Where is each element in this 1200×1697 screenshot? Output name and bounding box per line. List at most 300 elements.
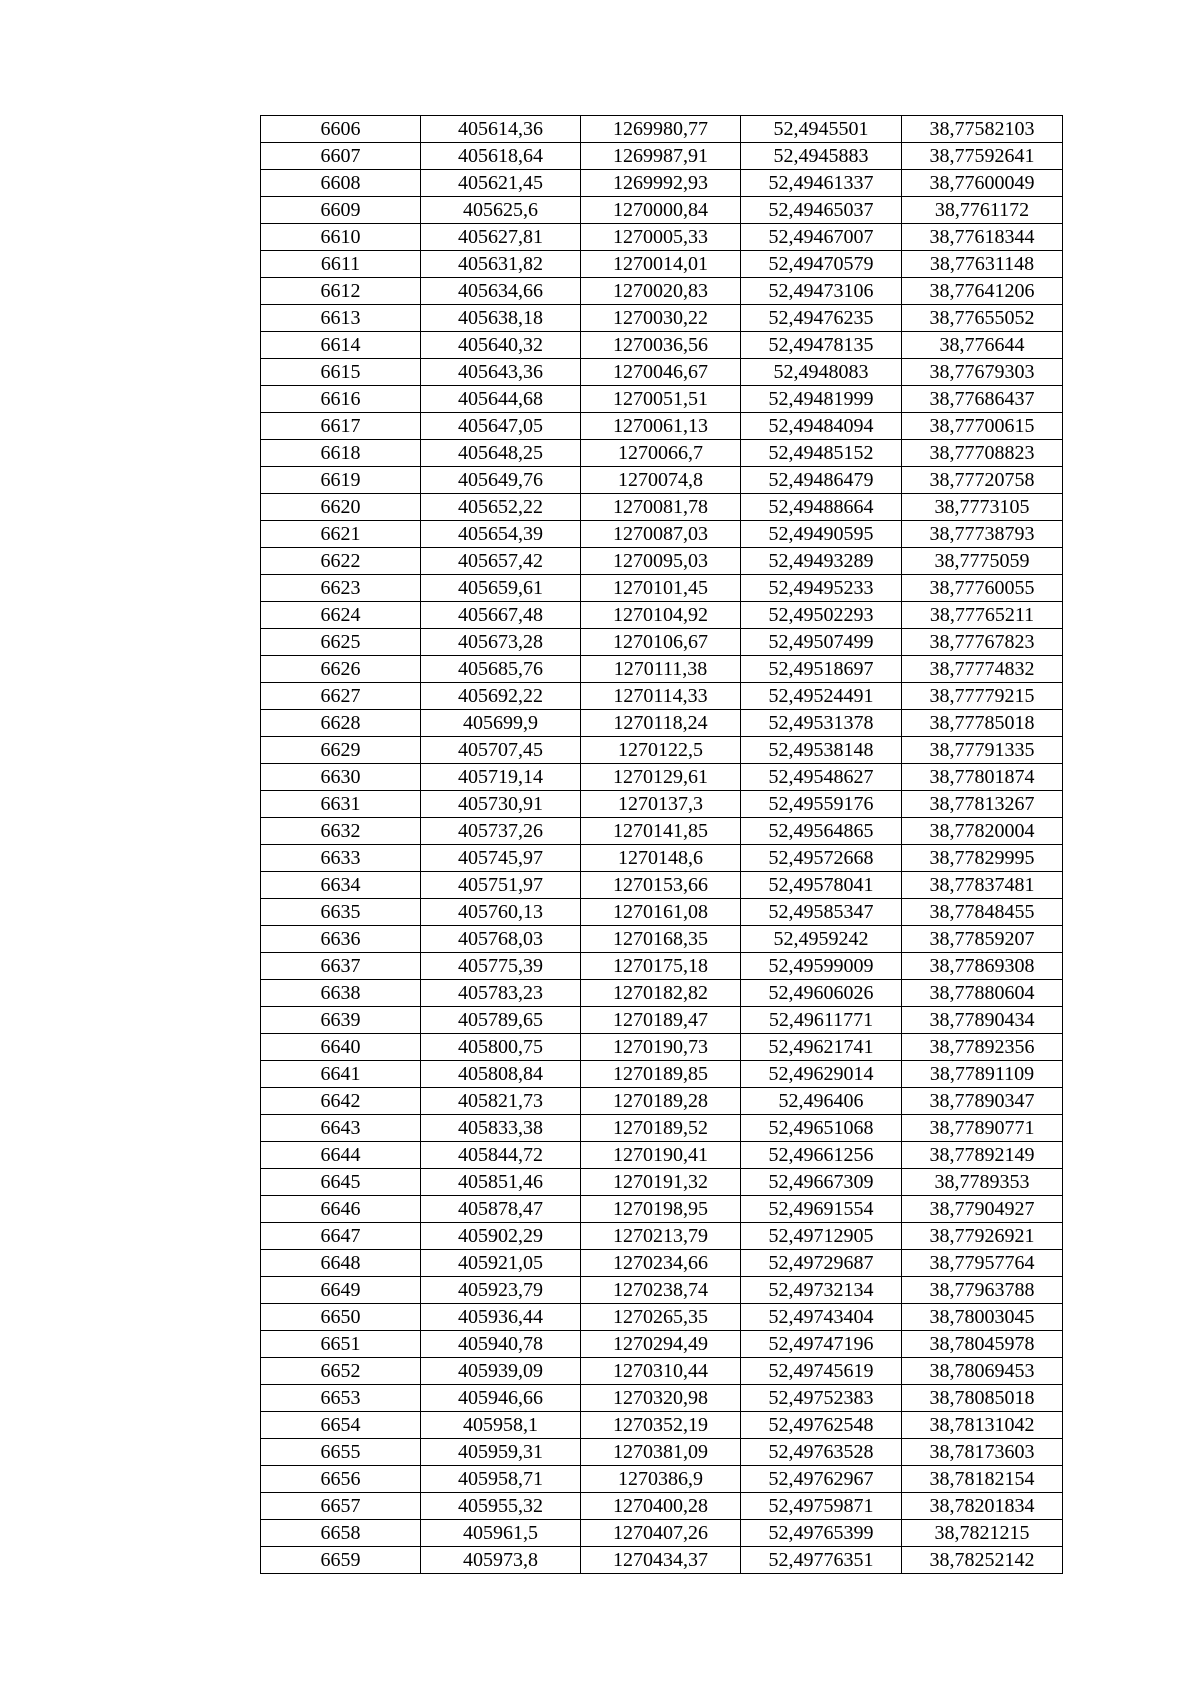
point-number-cell: 6625: [261, 629, 421, 656]
table-row: [261, 494, 1063, 521]
y-coordinate-cell: 1270051,51: [581, 386, 741, 413]
table-row: [261, 1385, 1063, 1412]
point-number-cell: 6609: [261, 197, 421, 224]
point-number-cell: 6654: [261, 1412, 421, 1439]
point-number-cell: 6641: [261, 1061, 421, 1088]
y-coordinate-cell: 1270087,03: [581, 521, 741, 548]
table-row: [261, 359, 1063, 386]
x-coordinate-cell: 405647,05: [421, 413, 581, 440]
longitude-cell: 38,7773105: [902, 494, 1063, 521]
table-row: [261, 197, 1063, 224]
table-row: [261, 305, 1063, 332]
table-row: [261, 1520, 1063, 1547]
x-coordinate-cell: 405625,6: [421, 197, 581, 224]
x-coordinate-cell: 405644,68: [421, 386, 581, 413]
x-coordinate-cell: 405659,61: [421, 575, 581, 602]
x-coordinate-cell: 405821,73: [421, 1088, 581, 1115]
longitude-cell: 38,77655052: [902, 305, 1063, 332]
longitude-cell: 38,77720758: [902, 467, 1063, 494]
latitude-cell: 52,49759871: [741, 1493, 902, 1520]
y-coordinate-cell: 1270000,84: [581, 197, 741, 224]
x-coordinate-cell: 405751,97: [421, 872, 581, 899]
longitude-cell: 38,77760055: [902, 575, 1063, 602]
table-row: [261, 845, 1063, 872]
table-row: [261, 1304, 1063, 1331]
longitude-cell: 38,77892356: [902, 1034, 1063, 1061]
longitude-cell: 38,77820004: [902, 818, 1063, 845]
latitude-cell: 52,49763528: [741, 1439, 902, 1466]
x-coordinate-cell: 405808,84: [421, 1061, 581, 1088]
longitude-cell: 38,77890434: [902, 1007, 1063, 1034]
point-number-cell: 6614: [261, 332, 421, 359]
point-number-cell: 6628: [261, 710, 421, 737]
table-row: [261, 1196, 1063, 1223]
latitude-cell: 52,49538148: [741, 737, 902, 764]
x-coordinate-cell: 405958,1: [421, 1412, 581, 1439]
longitude-cell: 38,77957764: [902, 1250, 1063, 1277]
y-coordinate-cell: 1270175,18: [581, 953, 741, 980]
table-row: [261, 1250, 1063, 1277]
table-row: [261, 575, 1063, 602]
point-number-cell: 6637: [261, 953, 421, 980]
y-coordinate-cell: 1270020,83: [581, 278, 741, 305]
y-coordinate-cell: 1270265,35: [581, 1304, 741, 1331]
x-coordinate-cell: 405760,13: [421, 899, 581, 926]
point-number-cell: 6648: [261, 1250, 421, 1277]
latitude-cell: 52,4945501: [741, 116, 902, 143]
table-row: [261, 899, 1063, 926]
longitude-cell: 38,7789353: [902, 1169, 1063, 1196]
latitude-cell: 52,49548627: [741, 764, 902, 791]
longitude-cell: 38,7821215: [902, 1520, 1063, 1547]
latitude-cell: 52,49502293: [741, 602, 902, 629]
latitude-cell: 52,49490595: [741, 521, 902, 548]
latitude-cell: 52,4945883: [741, 143, 902, 170]
point-number-cell: 6636: [261, 926, 421, 953]
table-row: [261, 467, 1063, 494]
x-coordinate-cell: 405643,36: [421, 359, 581, 386]
longitude-cell: 38,77738793: [902, 521, 1063, 548]
y-coordinate-cell: 1270129,61: [581, 764, 741, 791]
x-coordinate-cell: 405654,39: [421, 521, 581, 548]
x-coordinate-cell: 405921,05: [421, 1250, 581, 1277]
point-number-cell: 6643: [261, 1115, 421, 1142]
y-coordinate-cell: 1270101,45: [581, 575, 741, 602]
longitude-cell: 38,78131042: [902, 1412, 1063, 1439]
table-row: [261, 1331, 1063, 1358]
point-number-cell: 6634: [261, 872, 421, 899]
x-coordinate-cell: 405768,03: [421, 926, 581, 953]
longitude-cell: 38,77686437: [902, 386, 1063, 413]
longitude-cell: 38,77700615: [902, 413, 1063, 440]
point-number-cell: 6656: [261, 1466, 421, 1493]
latitude-cell: 52,49478135: [741, 332, 902, 359]
table-row: [261, 683, 1063, 710]
y-coordinate-cell: 1270234,66: [581, 1250, 741, 1277]
latitude-cell: 52,49762548: [741, 1412, 902, 1439]
y-coordinate-cell: 1270030,22: [581, 305, 741, 332]
table-row: [261, 953, 1063, 980]
longitude-cell: 38,77829995: [902, 845, 1063, 872]
longitude-cell: 38,7775059: [902, 548, 1063, 575]
longitude-cell: 38,77880604: [902, 980, 1063, 1007]
x-coordinate-cell: 405707,45: [421, 737, 581, 764]
y-coordinate-cell: 1270381,09: [581, 1439, 741, 1466]
table-row: [261, 1412, 1063, 1439]
y-coordinate-cell: 1270046,67: [581, 359, 741, 386]
table-row: [261, 440, 1063, 467]
latitude-cell: 52,49747196: [741, 1331, 902, 1358]
longitude-cell: 38,77848455: [902, 899, 1063, 926]
longitude-cell: 38,77926921: [902, 1223, 1063, 1250]
x-coordinate-cell: 405923,79: [421, 1277, 581, 1304]
latitude-cell: 52,49585347: [741, 899, 902, 926]
longitude-cell: 38,77765211: [902, 602, 1063, 629]
point-number-cell: 6657: [261, 1493, 421, 1520]
x-coordinate-cell: 405959,31: [421, 1439, 581, 1466]
x-coordinate-cell: 405737,26: [421, 818, 581, 845]
longitude-cell: 38,77708823: [902, 440, 1063, 467]
y-coordinate-cell: 1270153,66: [581, 872, 741, 899]
y-coordinate-cell: 1270189,85: [581, 1061, 741, 1088]
y-coordinate-cell: 1270190,41: [581, 1142, 741, 1169]
y-coordinate-cell: 1270213,79: [581, 1223, 741, 1250]
table-row: [261, 278, 1063, 305]
latitude-cell: 52,49621741: [741, 1034, 902, 1061]
point-number-cell: 6640: [261, 1034, 421, 1061]
x-coordinate-cell: 405851,46: [421, 1169, 581, 1196]
longitude-cell: 38,77891109: [902, 1061, 1063, 1088]
longitude-cell: 38,77774832: [902, 656, 1063, 683]
latitude-cell: 52,49473106: [741, 278, 902, 305]
longitude-cell: 38,78173603: [902, 1439, 1063, 1466]
longitude-cell: 38,77859207: [902, 926, 1063, 953]
x-coordinate-cell: 405627,81: [421, 224, 581, 251]
longitude-cell: 38,77963788: [902, 1277, 1063, 1304]
table-row: [261, 116, 1063, 143]
point-number-cell: 6629: [261, 737, 421, 764]
y-coordinate-cell: 1270189,47: [581, 1007, 741, 1034]
y-coordinate-cell: 1269987,91: [581, 143, 741, 170]
latitude-cell: 52,49743404: [741, 1304, 902, 1331]
table-row: [261, 1007, 1063, 1034]
latitude-cell: 52,49518697: [741, 656, 902, 683]
x-coordinate-cell: 405745,97: [421, 845, 581, 872]
x-coordinate-cell: 405936,44: [421, 1304, 581, 1331]
table-row: [261, 548, 1063, 575]
point-number-cell: 6649: [261, 1277, 421, 1304]
x-coordinate-cell: 405719,14: [421, 764, 581, 791]
x-coordinate-cell: 405878,47: [421, 1196, 581, 1223]
x-coordinate-cell: 405844,72: [421, 1142, 581, 1169]
y-coordinate-cell: 1270106,67: [581, 629, 741, 656]
point-number-cell: 6644: [261, 1142, 421, 1169]
y-coordinate-cell: 1270191,32: [581, 1169, 741, 1196]
latitude-cell: 52,49762967: [741, 1466, 902, 1493]
x-coordinate-cell: 405833,38: [421, 1115, 581, 1142]
y-coordinate-cell: 1270061,13: [581, 413, 741, 440]
longitude-cell: 38,77837481: [902, 872, 1063, 899]
latitude-cell: 52,49732134: [741, 1277, 902, 1304]
point-number-cell: 6606: [261, 116, 421, 143]
table-row: [261, 170, 1063, 197]
latitude-cell: 52,49661256: [741, 1142, 902, 1169]
point-number-cell: 6618: [261, 440, 421, 467]
point-number-cell: 6613: [261, 305, 421, 332]
longitude-cell: 38,77767823: [902, 629, 1063, 656]
point-number-cell: 6647: [261, 1223, 421, 1250]
y-coordinate-cell: 1270111,38: [581, 656, 741, 683]
x-coordinate-cell: 405634,66: [421, 278, 581, 305]
point-number-cell: 6617: [261, 413, 421, 440]
table-row: [261, 224, 1063, 251]
latitude-cell: 52,49752383: [741, 1385, 902, 1412]
latitude-cell: 52,49691554: [741, 1196, 902, 1223]
table-row: [261, 1034, 1063, 1061]
latitude-cell: 52,49485152: [741, 440, 902, 467]
y-coordinate-cell: 1270104,92: [581, 602, 741, 629]
latitude-cell: 52,49531378: [741, 710, 902, 737]
x-coordinate-cell: 405775,39: [421, 953, 581, 980]
table-row: [261, 386, 1063, 413]
longitude-cell: 38,77600049: [902, 170, 1063, 197]
latitude-cell: 52,49629014: [741, 1061, 902, 1088]
y-coordinate-cell: 1270189,52: [581, 1115, 741, 1142]
x-coordinate-cell: 405973,8: [421, 1547, 581, 1574]
point-number-cell: 6633: [261, 845, 421, 872]
y-coordinate-cell: 1270081,78: [581, 494, 741, 521]
x-coordinate-cell: 405699,9: [421, 710, 581, 737]
y-coordinate-cell: 1270294,49: [581, 1331, 741, 1358]
latitude-cell: 52,49651068: [741, 1115, 902, 1142]
table-row: [261, 1277, 1063, 1304]
x-coordinate-cell: 405667,48: [421, 602, 581, 629]
y-coordinate-cell: 1270386,9: [581, 1466, 741, 1493]
y-coordinate-cell: 1270005,33: [581, 224, 741, 251]
latitude-cell: 52,49495233: [741, 575, 902, 602]
longitude-cell: 38,77791335: [902, 737, 1063, 764]
y-coordinate-cell: 1270118,24: [581, 710, 741, 737]
table-row: [261, 413, 1063, 440]
point-number-cell: 6608: [261, 170, 421, 197]
table-row: [261, 1439, 1063, 1466]
latitude-cell: 52,49745619: [741, 1358, 902, 1385]
longitude-cell: 38,77592641: [902, 143, 1063, 170]
y-coordinate-cell: 1270036,56: [581, 332, 741, 359]
y-coordinate-cell: 1270189,28: [581, 1088, 741, 1115]
point-number-cell: 6651: [261, 1331, 421, 1358]
y-coordinate-cell: 1270014,01: [581, 251, 741, 278]
x-coordinate-cell: 405939,09: [421, 1358, 581, 1385]
latitude-cell: 52,49572668: [741, 845, 902, 872]
latitude-cell: 52,49467007: [741, 224, 902, 251]
y-coordinate-cell: 1270198,95: [581, 1196, 741, 1223]
longitude-cell: 38,77892149: [902, 1142, 1063, 1169]
x-coordinate-cell: 405631,82: [421, 251, 581, 278]
y-coordinate-cell: 1270141,85: [581, 818, 741, 845]
y-coordinate-cell: 1270310,44: [581, 1358, 741, 1385]
latitude-cell: 52,49729687: [741, 1250, 902, 1277]
point-number-cell: 6623: [261, 575, 421, 602]
longitude-cell: 38,77813267: [902, 791, 1063, 818]
longitude-cell: 38,77890771: [902, 1115, 1063, 1142]
longitude-cell: 38,7761172: [902, 197, 1063, 224]
point-number-cell: 6638: [261, 980, 421, 1007]
x-coordinate-cell: 405621,45: [421, 170, 581, 197]
x-coordinate-cell: 405961,5: [421, 1520, 581, 1547]
table-row: [261, 737, 1063, 764]
point-number-cell: 6622: [261, 548, 421, 575]
latitude-cell: 52,49486479: [741, 467, 902, 494]
longitude-cell: 38,78003045: [902, 1304, 1063, 1331]
latitude-cell: 52,49507499: [741, 629, 902, 656]
latitude-cell: 52,49470579: [741, 251, 902, 278]
longitude-cell: 38,78069453: [902, 1358, 1063, 1385]
x-coordinate-cell: 405649,76: [421, 467, 581, 494]
table-row: [261, 1223, 1063, 1250]
point-number-cell: 6627: [261, 683, 421, 710]
table-row: [261, 251, 1063, 278]
latitude-cell: 52,49481999: [741, 386, 902, 413]
point-number-cell: 6658: [261, 1520, 421, 1547]
point-number-cell: 6631: [261, 791, 421, 818]
point-number-cell: 6632: [261, 818, 421, 845]
point-number-cell: 6619: [261, 467, 421, 494]
point-number-cell: 6659: [261, 1547, 421, 1574]
point-number-cell: 6646: [261, 1196, 421, 1223]
latitude-cell: 52,49776351: [741, 1547, 902, 1574]
coordinates-table-body: [261, 116, 1063, 1574]
point-number-cell: 6615: [261, 359, 421, 386]
y-coordinate-cell: 1270400,28: [581, 1493, 741, 1520]
point-number-cell: 6652: [261, 1358, 421, 1385]
y-coordinate-cell: 1270182,82: [581, 980, 741, 1007]
table-row: [261, 1466, 1063, 1493]
point-number-cell: 6610: [261, 224, 421, 251]
table-row: [261, 521, 1063, 548]
y-coordinate-cell: 1270074,8: [581, 467, 741, 494]
point-number-cell: 6612: [261, 278, 421, 305]
latitude-cell: 52,49606026: [741, 980, 902, 1007]
latitude-cell: 52,49611771: [741, 1007, 902, 1034]
latitude-cell: 52,4948083: [741, 359, 902, 386]
longitude-cell: 38,78045978: [902, 1331, 1063, 1358]
latitude-cell: 52,49488664: [741, 494, 902, 521]
longitude-cell: 38,77801874: [902, 764, 1063, 791]
point-number-cell: 6616: [261, 386, 421, 413]
y-coordinate-cell: 1270407,26: [581, 1520, 741, 1547]
y-coordinate-cell: 1270161,08: [581, 899, 741, 926]
x-coordinate-cell: 405652,22: [421, 494, 581, 521]
longitude-cell: 38,776644: [902, 332, 1063, 359]
point-number-cell: 6635: [261, 899, 421, 926]
longitude-cell: 38,77904927: [902, 1196, 1063, 1223]
x-coordinate-cell: 405657,42: [421, 548, 581, 575]
y-coordinate-cell: 1270352,19: [581, 1412, 741, 1439]
longitude-cell: 38,77679303: [902, 359, 1063, 386]
longitude-cell: 38,77890347: [902, 1088, 1063, 1115]
table-row: [261, 980, 1063, 1007]
y-coordinate-cell: 1270434,37: [581, 1547, 741, 1574]
y-coordinate-cell: 1269980,77: [581, 116, 741, 143]
longitude-cell: 38,77641206: [902, 278, 1063, 305]
point-number-cell: 6620: [261, 494, 421, 521]
latitude-cell: 52,49524491: [741, 683, 902, 710]
latitude-cell: 52,4959242: [741, 926, 902, 953]
latitude-cell: 52,49765399: [741, 1520, 902, 1547]
y-coordinate-cell: 1269992,93: [581, 170, 741, 197]
table-row: [261, 1547, 1063, 1574]
y-coordinate-cell: 1270066,7: [581, 440, 741, 467]
latitude-cell: 52,496406: [741, 1088, 902, 1115]
table-row: [261, 332, 1063, 359]
latitude-cell: 52,49476235: [741, 305, 902, 332]
y-coordinate-cell: 1270137,3: [581, 791, 741, 818]
longitude-cell: 38,78182154: [902, 1466, 1063, 1493]
y-coordinate-cell: 1270095,03: [581, 548, 741, 575]
table-row: [261, 710, 1063, 737]
latitude-cell: 52,49465037: [741, 197, 902, 224]
x-coordinate-cell: 405685,76: [421, 656, 581, 683]
point-number-cell: 6630: [261, 764, 421, 791]
latitude-cell: 52,49493289: [741, 548, 902, 575]
longitude-cell: 38,77779215: [902, 683, 1063, 710]
x-coordinate-cell: 405946,66: [421, 1385, 581, 1412]
point-number-cell: 6645: [261, 1169, 421, 1196]
longitude-cell: 38,78085018: [902, 1385, 1063, 1412]
longitude-cell: 38,78252142: [902, 1547, 1063, 1574]
table-row: [261, 1358, 1063, 1385]
x-coordinate-cell: 405940,78: [421, 1331, 581, 1358]
latitude-cell: 52,49599009: [741, 953, 902, 980]
point-number-cell: 6650: [261, 1304, 421, 1331]
longitude-cell: 38,77631148: [902, 251, 1063, 278]
latitude-cell: 52,49712905: [741, 1223, 902, 1250]
point-number-cell: 6655: [261, 1439, 421, 1466]
table-row: [261, 1493, 1063, 1520]
y-coordinate-cell: 1270114,33: [581, 683, 741, 710]
y-coordinate-cell: 1270148,6: [581, 845, 741, 872]
table-row: [261, 1061, 1063, 1088]
latitude-cell: 52,49559176: [741, 791, 902, 818]
table-row: [261, 818, 1063, 845]
x-coordinate-cell: 405640,32: [421, 332, 581, 359]
longitude-cell: 38,77618344: [902, 224, 1063, 251]
point-number-cell: 6624: [261, 602, 421, 629]
coordinates-table: [260, 115, 1063, 1574]
table-row: [261, 926, 1063, 953]
table-row: [261, 143, 1063, 170]
table-row: [261, 872, 1063, 899]
x-coordinate-cell: 405638,18: [421, 305, 581, 332]
table-row: [261, 1169, 1063, 1196]
latitude-cell: 52,49667309: [741, 1169, 902, 1196]
table-row: [261, 1142, 1063, 1169]
table-row: [261, 602, 1063, 629]
longitude-cell: 38,78201834: [902, 1493, 1063, 1520]
table-row: [261, 629, 1063, 656]
x-coordinate-cell: 405618,64: [421, 143, 581, 170]
x-coordinate-cell: 405789,65: [421, 1007, 581, 1034]
longitude-cell: 38,77582103: [902, 116, 1063, 143]
point-number-cell: 6642: [261, 1088, 421, 1115]
x-coordinate-cell: 405783,23: [421, 980, 581, 1007]
point-number-cell: 6639: [261, 1007, 421, 1034]
point-number-cell: 6626: [261, 656, 421, 683]
longitude-cell: 38,77869308: [902, 953, 1063, 980]
x-coordinate-cell: 405614,36: [421, 116, 581, 143]
table-row: [261, 656, 1063, 683]
